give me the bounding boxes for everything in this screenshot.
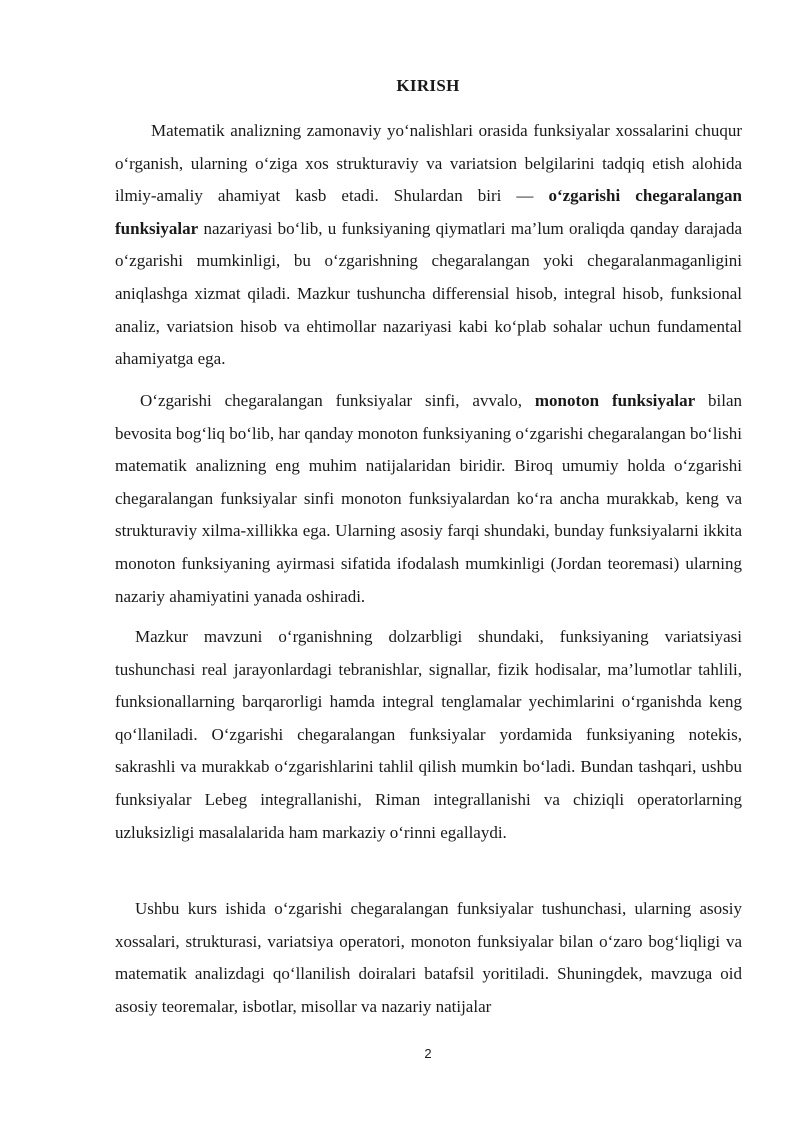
paragraph-1-text-a: Matematik analizning zamonaviy yo‘nalishlari orasida funksiyalar xossalarini chuqur o‘rganish, ularning o‘ziga xos strukturaviy va variatsion belgilarini tadqiq etish alohida ilmiy-amaliy ahamiyat kasb etadi. Shulardan biri — — [115, 121, 742, 206]
paragraph-2-bold-term: monoton funksiyalar — [534, 391, 696, 410]
page-number: 2 — [424, 1046, 432, 1061]
paragraph-2 — [115, 385, 742, 613]
paragraph-1 — [115, 115, 742, 376]
paragraph-2-text-b: bilan bevosita bog‘liq bo‘lib, har qanday monoton funksiyaning o‘zgarishi chegaralangan bo‘lishi matematik analizning eng muhim natijalaridan biridir. Biroq umumiy holda o‘zgarishi chegaralangan funksiyalar sinfi monoton funksiyalardan ko‘ra ancha murakkab, keng va strukturaviy xilma-xillikka ega. Ularning asosiy farqi shundaki, bunday funksiyalarni ikkita monoton funksiyaning ayirmasi sifatida ifodalash mumkinligi (Jordan teoremasi) ularning nazariy ahamiyatini yanada oshiradi. — [115, 391, 742, 606]
paragraph-4: Ushbu kurs ishida o‘zgarishi chegaralangan funksiyalar tushunchasi, ularning asosiy xossalari, strukturasi, variatsiya operatori, monoton funksiyalar bilan o‘zaro bog‘liqligi va matematik analizdagi qo‘llanilish doiralari batafsil yoritiladi. Shuningdek, mavzuga oid asosiy teoremalar, isbotlar, misollar va nazariy natijalar — [115, 899, 742, 1016]
paragraph-1-text-b: nazariyasi bo‘lib, u funksiyaning qiymatlari ma’lum oraliqda qanday darajada o‘zgarishi mumkinligi, bu o‘zgarishning chegaralangan yoki chegaralanmaganligini aniqlashga xizmat qiladi. Mazkur tushuncha differensial hisob, integral hisob, funksional analiz, variatsion hisob va ehtimollar nazariyasi kabi ko‘plab sohalar uchun fundamental ahamiyatga ega. — [115, 218, 742, 369]
section-heading: KIRISH — [396, 76, 460, 95]
paragraph-3: Mazkur mavzuni o‘rganishning dolzarbligi shundaki, funksiyaning variatsiyasi tushunchasi real jarayonlardagi tebranishlar, signallar, fizik hodisalar, ma’lumotlar tahlili, funksionallarning barqarorligi hamda integral tenglamalar yechimlarini o‘rganishda keng qo‘llaniladi. O‘zgarishi chegaralangan funksiyalar yordamida funksiyaning notekis, sakrashli va murakkab o‘zgarishlarini tahlil qilish mumkin bo‘ladi. Bundan tashqari, ushbu funksiyalar Lebeg integrallanishi, Riman integrallanishi va chiziqli operatorlarning uzluksizligi masalalarida ham markaziy o‘rinni egallaydi. — [115, 627, 742, 842]
paragraph-1-bold-term: o‘zgarishi chegaralangan funksiyalar — [115, 186, 742, 238]
paragraph-2-text-a: O‘zgarishi chegaralangan funksiyalar sinfi, avvalo, — [140, 391, 535, 410]
